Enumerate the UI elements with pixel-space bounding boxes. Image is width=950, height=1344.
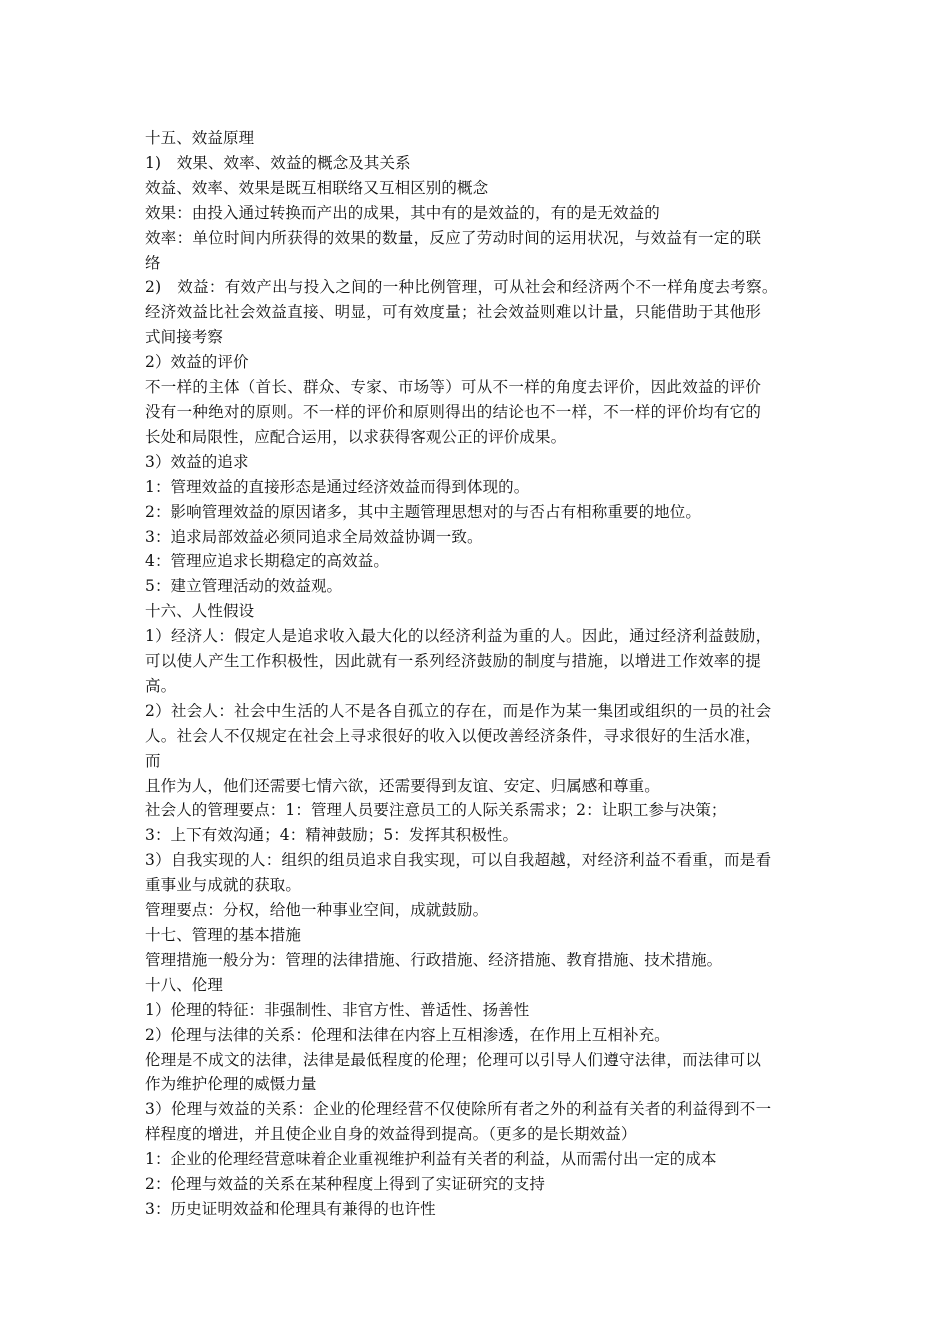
text-line: 2）伦理与法律的关系：伦理和法律在内容上互相渗透，在作用上互相补充。: [145, 1025, 670, 1044]
text-line: 伦理是不成文的法律，法律是最低程度的伦理；伦理可以引导人们遵守法律，而法律可以: [145, 1050, 762, 1069]
text-line: 3：上下有效沟通；4：精神鼓励；5：发挥其积极性。: [145, 826, 519, 845]
section-heading: 十七、管理的基本措施: [145, 926, 302, 944]
text-line: 效率：单位时间内所获得的效果的数量，反应了劳动时间的运用状况，与效益有一定的联: [145, 228, 762, 247]
section-heading: 十五、效益原理: [145, 129, 255, 147]
text-line: 管理要点：分权，给他一种事业空间，成就鼓励。: [145, 901, 489, 920]
text-line: 社会人的管理要点：1：管理人员要注意员工的人际关系需求；2：让职工参与决策；: [145, 801, 727, 820]
text-line: 没有一种绝对的原则。不一样的评价和原则得出的结论也不一样，不一样的评价均有它的: [145, 402, 762, 421]
text-line: 作为维护伦理的威慑力量: [145, 1075, 317, 1094]
list-item: 4：管理应追求长期稳定的高效益。: [145, 552, 389, 571]
text-line: 3）自我实现的人：组织的组员追求自我实现，可以自我超越，对经济利益不看重，而是看: [145, 851, 772, 870]
text-line: 2）社会人：社会中生活的人不是各自孤立的存在，而是作为某一集团或组织的一员的社会: [145, 701, 772, 720]
list-item: 5：建立管理活动的效益观。: [145, 577, 343, 596]
text-line: 重事业与成就的获取。: [145, 876, 302, 895]
list-item: 1：企业的伦理经营意味着企业重视维护利益有关者的利益，从而需付出一定的成本: [145, 1150, 717, 1169]
text-line: 1）经济人：假定人是追求收入最大化的以经济利益为重的人。因此，通过经济利益鼓励，: [145, 627, 772, 646]
document-body: [145, 126, 810, 1222]
list-item: 2：伦理与效益的关系在某种程度上得到了实证研究的支持: [145, 1175, 545, 1194]
text-line: 不一样的主体（首长、群众、专家、市场等）可从不一样的角度去评价，因此效益的评价: [145, 378, 762, 397]
section-heading: 十八、伦理: [145, 975, 224, 994]
text-line: 人。社会人不仅规定在社会上寻求很好的收入以便改善经济条件，寻求很好的生活水准，: [145, 726, 762, 745]
text-line: 高。: [145, 676, 177, 695]
list-item: 3：历史证明效益和伦理具有兼得的也许性: [145, 1199, 436, 1218]
text-line: 络: [145, 253, 161, 272]
list-item: 2：影响管理效益的原因诸多，其中主题管理思想对的与否占有相称重要的地位。: [145, 502, 701, 521]
text-line: 且作为人，他们还需要七情六欲，还需要得到友谊、安定、归属感和尊重。: [145, 776, 660, 795]
subheading: 2）效益的评价: [145, 353, 249, 372]
text-line: 效益、效率、效果是既互相联络又互相区别的概念: [145, 178, 489, 197]
subheading: 1) 效果、效率、效益的概念及其关系: [145, 153, 411, 172]
text-line: 式间接考察: [145, 328, 224, 347]
text-line: 3）伦理与效益的关系：企业的伦理经营不仅使除所有者之外的利益有关者的利益得到不一: [145, 1100, 772, 1119]
text-line: 效果：由投入通过转换而产出的成果，其中有的是效益的，有的是无效益的: [145, 203, 660, 222]
text-line: 样程度的增进，并且使企业自身的效益得到提高。（更多的是长期效益）: [145, 1125, 637, 1144]
list-item: 1：管理效益的直接形态是通过经济效益而得到体现的。: [145, 477, 530, 496]
section-heading: 十六、人性假设: [145, 602, 255, 621]
text-line: 长处和局限性，应配合运用，以求获得客观公正的评价成果。: [145, 427, 567, 446]
subheading: 3）效益的追求: [145, 452, 249, 471]
text-line: 经济效益比社会效益直接、明显，可有效度量；社会效益则难以计量，只能借助于其他形: [145, 303, 762, 322]
subheading: 2) 效益：有效产出与投入之间的一种比例管理，可从社会和经济两个不一样角度去考察。: [145, 278, 778, 297]
list-item: 3：追求局部效益必须同追求全局效益协调一致。: [145, 527, 483, 546]
text-line: 管理措施一般分为：管理的法律措施、行政措施、经济措施、教育措施、技术措施。: [145, 950, 723, 969]
text-line: 可以使人产生工作积极性，因此就有一系列经济鼓励的制度与措施，以增进工作效率的提: [145, 652, 762, 671]
text-line: 1）伦理的特征：非强制性、非官方性、普适性、扬善性: [145, 1000, 530, 1019]
text-line: 而: [145, 751, 161, 770]
